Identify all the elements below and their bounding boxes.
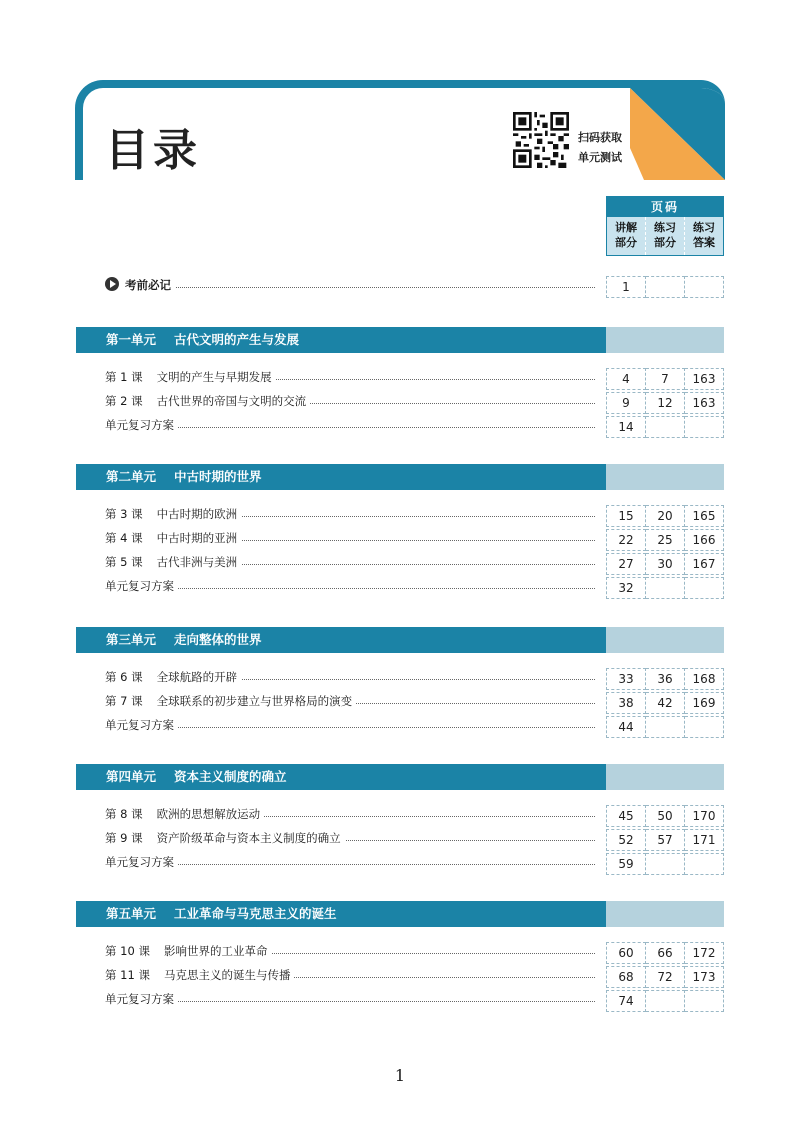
leader-dots bbox=[105, 715, 595, 728]
page-cell: 66 bbox=[646, 942, 685, 964]
lesson-title: 单元复习方案 bbox=[105, 855, 174, 869]
unit-number: 第五单元 bbox=[106, 906, 157, 921]
entry-label bbox=[105, 715, 178, 735]
entry-label bbox=[105, 391, 310, 411]
unit-bar-accent bbox=[606, 327, 724, 353]
col-exercise bbox=[645, 217, 684, 255]
entry-title: 考前必记 bbox=[125, 275, 175, 295]
page-cells bbox=[606, 942, 724, 964]
entry-label bbox=[105, 804, 264, 824]
col-lecture-line1: 讲解 bbox=[615, 221, 637, 234]
page-cell: 9 bbox=[606, 392, 646, 414]
qr-caption-line2: 单元测试 bbox=[578, 151, 622, 164]
toc-entry[interactable] bbox=[105, 667, 595, 687]
page-cells bbox=[606, 668, 724, 690]
page-cells bbox=[606, 966, 724, 988]
page-cells bbox=[606, 716, 724, 738]
entry-label bbox=[105, 552, 241, 572]
unit-title: 工业革命与马克思主义的诞生 bbox=[174, 906, 337, 921]
page-cell: 163 bbox=[685, 392, 724, 414]
lesson-title: 单元复习方案 bbox=[105, 418, 174, 432]
toc-entry[interactable] bbox=[105, 804, 595, 824]
page-cell: 163 bbox=[685, 368, 724, 390]
page-cells bbox=[606, 505, 724, 527]
page-cell: 14 bbox=[606, 416, 646, 438]
page-cell: 33 bbox=[606, 668, 646, 690]
toc-entry[interactable] bbox=[105, 528, 595, 548]
lesson-title: 资产阶级革命与资本主义制度的确立 bbox=[156, 831, 341, 845]
lesson-title: 中古时期的欧洲 bbox=[156, 507, 238, 521]
lesson-title: 单元复习方案 bbox=[105, 718, 174, 732]
entry-label bbox=[105, 691, 356, 711]
unit-header[interactable] bbox=[76, 764, 724, 790]
page-cell bbox=[646, 416, 685, 438]
leader-dots bbox=[105, 852, 595, 865]
page-cell bbox=[685, 577, 724, 599]
col-exercise-line1: 练习 bbox=[654, 221, 676, 234]
page-cell: 32 bbox=[606, 577, 646, 599]
page-cell: 52 bbox=[606, 829, 646, 851]
toc-entry[interactable] bbox=[105, 576, 595, 596]
page-cells bbox=[606, 392, 724, 414]
unit-header[interactable] bbox=[76, 327, 724, 353]
unit-title: 走向整体的世界 bbox=[174, 632, 262, 647]
col-answers-line1: 练习 bbox=[693, 221, 715, 234]
page-cell: 72 bbox=[646, 966, 685, 988]
toc-entry[interactable] bbox=[105, 852, 595, 872]
unit-title-bar bbox=[76, 764, 606, 790]
unit-number: 第四单元 bbox=[106, 769, 157, 784]
page-cell bbox=[685, 990, 724, 1012]
page-cell: 25 bbox=[646, 529, 685, 551]
page-cell: 45 bbox=[606, 805, 646, 827]
unit-title: 古代文明的产生与发展 bbox=[174, 332, 300, 347]
lesson-title: 文明的产生与早期发展 bbox=[156, 370, 272, 384]
unit-title: 中古时期的世界 bbox=[174, 469, 262, 484]
toc-entry[interactable] bbox=[105, 691, 595, 711]
entry-label bbox=[105, 852, 178, 872]
entry-label bbox=[105, 828, 345, 848]
toc-entry[interactable] bbox=[105, 415, 595, 435]
page-cell: 44 bbox=[606, 716, 646, 738]
col-exercise-line2: 部分 bbox=[654, 236, 676, 249]
page-cell: 171 bbox=[685, 829, 724, 851]
page-cell bbox=[685, 276, 724, 298]
page-cell bbox=[646, 577, 685, 599]
lesson-number: 第 4 课 bbox=[105, 531, 143, 545]
leader-dots bbox=[125, 275, 595, 288]
lesson-number: 第 5 课 bbox=[105, 555, 143, 569]
page-cell: 68 bbox=[606, 966, 646, 988]
toc-entry[interactable] bbox=[105, 504, 595, 524]
page-cell: 15 bbox=[606, 505, 646, 527]
leader-dots bbox=[105, 989, 595, 1002]
page-cell: 165 bbox=[685, 505, 724, 527]
page-cell: 4 bbox=[606, 368, 646, 390]
col-answers bbox=[684, 217, 723, 255]
lesson-title: 单元复习方案 bbox=[105, 579, 174, 593]
toc-entry-intro[interactable] bbox=[125, 275, 595, 295]
toc-entry[interactable] bbox=[105, 965, 595, 985]
page-cell: 22 bbox=[606, 529, 646, 551]
unit-bar-accent bbox=[606, 627, 724, 653]
toc-header bbox=[75, 80, 725, 180]
entry-label bbox=[105, 576, 178, 596]
page-cells bbox=[606, 829, 724, 851]
page-title: 目录 bbox=[105, 125, 201, 176]
page-cell: 166 bbox=[685, 529, 724, 551]
page-cells bbox=[606, 805, 724, 827]
page-cell: 1 bbox=[606, 276, 646, 298]
unit-title-bar bbox=[76, 901, 606, 927]
page-cell bbox=[646, 716, 685, 738]
page-cell: 172 bbox=[685, 942, 724, 964]
toc-entry[interactable] bbox=[105, 989, 595, 1009]
page-cell: 27 bbox=[606, 553, 646, 575]
unit-bar-accent bbox=[606, 464, 724, 490]
lesson-number: 第 11 课 bbox=[105, 968, 150, 982]
page-cell: 57 bbox=[646, 829, 685, 851]
lesson-number: 第 10 课 bbox=[105, 944, 150, 958]
unit-header[interactable] bbox=[76, 464, 724, 490]
page-cell bbox=[685, 416, 724, 438]
page-cell: 167 bbox=[685, 553, 724, 575]
lesson-title: 中古时期的亚洲 bbox=[156, 531, 238, 545]
lesson-title: 马克思主义的诞生与传播 bbox=[163, 968, 291, 982]
lesson-number: 第 3 课 bbox=[105, 507, 143, 521]
entry-label bbox=[105, 989, 178, 1009]
unit-title-bar bbox=[76, 627, 606, 653]
page-cells bbox=[606, 692, 724, 714]
unit-bar-accent bbox=[606, 901, 724, 927]
entry-label bbox=[105, 367, 276, 387]
lesson-title: 全球航路的开辟 bbox=[156, 670, 238, 684]
lesson-title: 单元复习方案 bbox=[105, 992, 174, 1006]
lesson-number: 第 7 课 bbox=[105, 694, 143, 708]
page-cells bbox=[606, 853, 724, 875]
unit-title-bar bbox=[76, 327, 606, 353]
page-cell: 30 bbox=[646, 553, 685, 575]
corner-decoration bbox=[630, 88, 725, 180]
entry-label bbox=[105, 504, 241, 524]
toc-entry[interactable] bbox=[105, 552, 595, 572]
toc-entry[interactable] bbox=[105, 391, 595, 411]
page-cell: 20 bbox=[646, 505, 685, 527]
page-cells bbox=[606, 553, 724, 575]
page-cells-intro bbox=[606, 276, 724, 298]
entry-label bbox=[105, 941, 271, 961]
page-cell bbox=[646, 853, 685, 875]
lesson-number: 第 2 课 bbox=[105, 394, 143, 408]
qr-caption-line1: 扫码获取 bbox=[578, 131, 622, 144]
entry-label bbox=[105, 667, 241, 687]
page-cell bbox=[685, 716, 724, 738]
page-cell: 74 bbox=[606, 990, 646, 1012]
leader-dots bbox=[105, 415, 595, 428]
lesson-title: 欧洲的思想解放运动 bbox=[156, 807, 261, 821]
toc-entry[interactable] bbox=[105, 828, 595, 848]
page-cell: 50 bbox=[646, 805, 685, 827]
page-number-title: 页码 bbox=[607, 197, 723, 217]
toc-entry[interactable] bbox=[105, 941, 595, 961]
page-cell: 170 bbox=[685, 805, 724, 827]
page-cell: 59 bbox=[606, 853, 646, 875]
unit-bar-accent bbox=[606, 764, 724, 790]
page-cells bbox=[606, 529, 724, 551]
unit-number: 第三单元 bbox=[106, 632, 157, 647]
entry-label bbox=[105, 415, 178, 435]
play-icon bbox=[105, 277, 119, 291]
unit-header[interactable] bbox=[76, 627, 724, 653]
page-cell: 36 bbox=[646, 668, 685, 690]
page-cell: 169 bbox=[685, 692, 724, 714]
col-lecture bbox=[607, 217, 645, 255]
col-answers-line2: 答案 bbox=[693, 236, 715, 249]
lesson-number: 第 9 课 bbox=[105, 831, 143, 845]
page-number: 1 bbox=[394, 1066, 406, 1085]
page-cell: 12 bbox=[646, 392, 685, 414]
page-cell bbox=[646, 990, 685, 1012]
unit-number: 第一单元 bbox=[106, 332, 157, 347]
lesson-number: 第 1 课 bbox=[105, 370, 143, 384]
unit-number: 第二单元 bbox=[106, 469, 157, 484]
page-cell: 38 bbox=[606, 692, 646, 714]
page-cell: 7 bbox=[646, 368, 685, 390]
page-cell: 173 bbox=[685, 966, 724, 988]
lesson-title: 影响世界的工业革命 bbox=[163, 944, 268, 958]
leader-dots bbox=[105, 576, 595, 589]
qr-caption bbox=[578, 128, 622, 168]
page-cell: 168 bbox=[685, 668, 724, 690]
page-cells bbox=[606, 416, 724, 438]
entry-label bbox=[105, 965, 294, 985]
unit-title: 资本主义制度的确立 bbox=[174, 769, 287, 784]
page-cells bbox=[606, 577, 724, 599]
lesson-number: 第 8 课 bbox=[105, 807, 143, 821]
lesson-title: 古代非洲与美洲 bbox=[156, 555, 238, 569]
page-cells bbox=[606, 990, 724, 1012]
toc-entry[interactable] bbox=[105, 715, 595, 735]
unit-header[interactable] bbox=[76, 901, 724, 927]
lesson-title: 全球联系的初步建立与世界格局的演变 bbox=[156, 694, 353, 708]
page-cell: 42 bbox=[646, 692, 685, 714]
lesson-title: 古代世界的帝国与文明的交流 bbox=[156, 394, 307, 408]
page-cell bbox=[685, 853, 724, 875]
page-cell bbox=[646, 276, 685, 298]
col-lecture-line2: 部分 bbox=[615, 236, 637, 249]
toc-entry[interactable] bbox=[105, 367, 595, 387]
unit-title-bar bbox=[76, 464, 606, 490]
entry-label bbox=[105, 528, 241, 548]
lesson-number: 第 6 课 bbox=[105, 670, 143, 684]
page-number-header bbox=[606, 196, 724, 256]
qr-code-icon bbox=[513, 112, 569, 168]
page-cells bbox=[606, 368, 724, 390]
page-cell: 60 bbox=[606, 942, 646, 964]
